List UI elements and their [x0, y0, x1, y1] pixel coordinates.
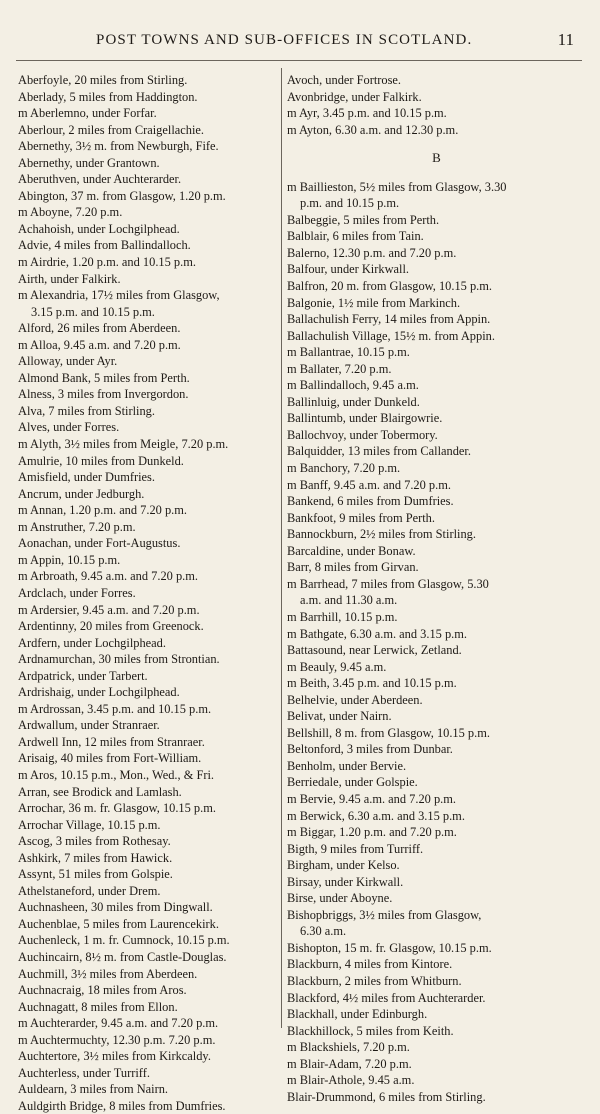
- directory-entry: Blackburn, 4 miles from Kintore.: [287, 957, 453, 972]
- directory-entry: Achahoish, under Lochgilphead.: [18, 221, 180, 236]
- directory-entry: Ardentinny, 20 miles from Greenock.: [18, 619, 204, 634]
- directory-entry: Bishopton, 15 m. fr. Glasgow, 10.15 p.m.: [287, 940, 492, 955]
- directory-entry: Balbeggie, 5 miles from Perth.: [287, 212, 440, 227]
- directory-entry: Balgonie, 1½ mile from Markinch.: [287, 295, 461, 310]
- directory-entry: Aberuthven, under Auchterarder.: [18, 172, 182, 187]
- directory-entry: Ballachulish Village, 15½ m. from Appin.: [287, 328, 495, 343]
- directory-entry: m Arbroath, 9.45 a.m. and 7.20 p.m.: [18, 569, 198, 584]
- directory-entry: m Blair-Athole, 9.45 a.m.: [287, 1073, 415, 1088]
- directory-entry: Blackhillock, 5 miles from Keith.: [287, 1023, 454, 1038]
- directory-entry: Auchnasheen, 30 miles from Dingwall.: [18, 900, 213, 915]
- directory-entry: Auchenblae, 5 miles from Laurencekirk.: [18, 916, 219, 931]
- directory-entry: m Blackshiels, 7.20 p.m.: [287, 1040, 410, 1055]
- directory-entry: Ballinluig, under Dunkeld.: [287, 394, 420, 409]
- directory-entry: Battasound, near Lerwick, Zetland.: [287, 643, 462, 658]
- directory-entry: Birsay, under Kirkwall.: [287, 874, 404, 889]
- directory-entry: m Aros, 10.15 p.m., Mon., Wed., & Fri.: [18, 767, 214, 782]
- directory-entry: m Bervie, 9.45 a.m. and 7.20 p.m.: [287, 791, 456, 806]
- directory-entry: m Banchory, 7.20 p.m.: [287, 461, 401, 476]
- directory-entry: Ballochvoy, under Tobermory.: [287, 427, 438, 442]
- directory-entry: Airth, under Falkirk.: [18, 271, 121, 286]
- directory-entry: m Alyth, 3½ miles from Meigle, 7.20 p.m.: [18, 437, 229, 452]
- directory-entry: m Appin, 10.15 p.m.: [18, 552, 121, 567]
- directory-entry: m Biggar, 1.20 p.m. and 7.20 p.m.: [287, 825, 457, 840]
- directory-entry: m Ayton, 6.30 a.m. and 12.30 p.m.: [287, 122, 459, 137]
- directory-entry: Ardnamurchan, 30 miles from Strontian.: [18, 652, 220, 667]
- directory-entry: Blair-Drummond, 6 miles from Stirling.: [287, 1089, 486, 1104]
- directory-entry: 6.30 a.m.: [300, 924, 347, 939]
- directory-entry: Ardclach, under Forres.: [18, 585, 136, 600]
- directory-entry: Almond Bank, 5 miles from Perth.: [18, 370, 190, 385]
- directory-entry: m Alloa, 9.45 a.m. and 7.20 p.m.: [18, 337, 181, 352]
- directory-entry: Auchnacraig, 18 miles from Aros.: [18, 983, 187, 998]
- directory-entry: Amisfield, under Dumfries.: [18, 470, 155, 485]
- running-title: POST TOWNS AND SUB-OFFICES IN SCOTLAND.: [96, 32, 473, 48]
- directory-entry: Ardpatrick, under Tarbert.: [18, 668, 148, 683]
- directory-entry: m Airdrie, 1.20 p.m. and 10.15 p.m.: [18, 255, 196, 270]
- directory-entry: Ardwallum, under Stranraer.: [18, 718, 160, 733]
- directory-entry: m Ballindalloch, 9.45 a.m.: [287, 378, 419, 393]
- directory-entry: Arisaig, 40 miles from Fort-William.: [18, 751, 202, 766]
- section-letter-b: B: [432, 150, 442, 166]
- directory-entry: m Barrhead, 7 miles from Glasgow, 5.30: [287, 576, 489, 591]
- header-rule: [16, 60, 582, 61]
- directory-entry: Alves, under Forres.: [18, 420, 120, 435]
- directory-entry: Assynt, 51 miles from Golspie.: [18, 867, 173, 882]
- directory-entry: m Ayr, 3.45 p.m. and 10.15 p.m.: [287, 106, 447, 121]
- directory-entry: m Anstruther, 7.20 p.m.: [18, 519, 136, 534]
- directory-entry: m Blair-Adam, 7.20 p.m.: [287, 1056, 412, 1071]
- directory-entry: Birgham, under Kelso.: [287, 858, 400, 873]
- directory-entry: Advie, 4 miles from Ballindalloch.: [18, 238, 191, 253]
- page-header: [16, 30, 580, 54]
- directory-entry: Balerno, 12.30 p.m. and 7.20 p.m.: [287, 245, 457, 260]
- directory-entry: Barcaldine, under Bonaw.: [287, 543, 416, 558]
- directory-entry: Auchnagatt, 8 miles from Ellon.: [18, 999, 178, 1014]
- directory-entry: Auchterless, under Turriff.: [18, 1065, 150, 1080]
- directory-entry: Ascog, 3 miles from Rothesay.: [18, 834, 171, 849]
- directory-entry: Ardfern, under Lochgilphead.: [18, 635, 166, 650]
- directory-entry: Bishopbriggs, 3½ miles from Glasgow,: [287, 907, 482, 922]
- directory-entry: Ardwell Inn, 12 miles from Stranraer.: [18, 734, 205, 749]
- column-divider: [281, 68, 282, 1028]
- directory-entry: Belhelvie, under Aberdeen.: [287, 692, 423, 707]
- directory-entry: Arrochar Village, 10.15 p.m.: [18, 817, 161, 832]
- page-number: 11: [557, 30, 574, 49]
- directory-entry: Ancrum, under Jedburgh.: [18, 486, 145, 501]
- directory-entry: Berriedale, under Golspie.: [287, 775, 418, 790]
- directory-entry: m Aboyne, 7.20 p.m.: [18, 205, 123, 220]
- directory-entry: Avonbridge, under Falkirk.: [287, 89, 422, 104]
- directory-entry: Aberlour, 2 miles from Craigellachie.: [18, 122, 204, 137]
- directory-entry: Avoch, under Fortrose.: [287, 73, 402, 87]
- directory-entry: Balfron, 20 m. from Glasgow, 10.15 p.m.: [287, 279, 492, 294]
- directory-entry: Barr, 8 miles from Girvan.: [287, 560, 419, 575]
- directory-entry: m Auchtermuchty, 12.30 p.m. 7.20 p.m.: [18, 1032, 216, 1047]
- directory-entry: m Auchterarder, 9.45 a.m. and 7.20 p.m.: [18, 1016, 219, 1031]
- directory-entry: Auchenleck, 1 m. fr. Cumnock, 10.15 p.m.: [18, 933, 230, 948]
- right-column-a-entries: [287, 72, 587, 138]
- directory-entry: Auchtertore, 3½ miles from Kirkcaldy.: [18, 1049, 211, 1064]
- right-column: [287, 72, 587, 1105]
- directory-entry: m Bathgate, 6.30 a.m. and 3.15 p.m.: [287, 626, 467, 641]
- directory-entry: Ashkirk, 7 miles from Hawick.: [18, 850, 173, 865]
- directory-entry: Beltonford, 3 miles from Dunbar.: [287, 742, 453, 757]
- directory-entry: Auldearn, 3 miles from Nairn.: [18, 1082, 169, 1097]
- directory-entry: Balblair, 6 miles from Tain.: [287, 229, 424, 244]
- directory-entry: m Baillieston, 5½ miles from Glasgow, 3.30: [287, 179, 507, 194]
- directory-entry: Ballintumb, under Blairgowrie.: [287, 411, 443, 426]
- directory-entry: Ballachulish Ferry, 14 miles from Appin.: [287, 312, 491, 327]
- directory-entry: Bigth, 9 miles from Turriff.: [287, 841, 424, 856]
- directory-entry: Arrochar, 36 m. fr. Glasgow, 10.15 p.m.: [18, 801, 216, 816]
- directory-entry: Birse, under Aboyne.: [287, 891, 393, 906]
- directory-entry: Amulrie, 10 miles from Dunkeld.: [18, 453, 184, 468]
- directory-entry: Blackburn, 2 miles from Whitburn.: [287, 973, 462, 988]
- directory-entry: Bankend, 6 miles from Dumfries.: [287, 494, 454, 509]
- directory-entry: Auchincairn, 8½ m. from Castle-Douglas.: [18, 949, 227, 964]
- directory-entry: Aberfoyle, 20 miles from Stirling.: [18, 73, 188, 87]
- directory-entry: Bankfoot, 9 miles from Perth.: [287, 510, 435, 525]
- directory-entry: Auldgirth Bridge, 8 miles from Dumfries.: [18, 1098, 226, 1113]
- directory-entry: Alva, 7 miles from Stirling.: [18, 403, 155, 418]
- directory-entry: Abington, 37 m. from Glasgow, 1.20 p.m.: [18, 188, 226, 203]
- directory-entry: Balfour, under Kirkwall.: [287, 262, 410, 277]
- directory-entry: Athelstaneford, under Drem.: [18, 883, 161, 898]
- directory-entry: Belivat, under Nairn.: [287, 709, 392, 724]
- directory-entry: m Ardersier, 9.45 a.m. and 7.20 p.m.: [18, 602, 200, 617]
- directory-entry: Alford, 26 miles from Aberdeen.: [18, 321, 181, 336]
- directory-entry: m Barrhill, 10.15 p.m.: [287, 609, 398, 624]
- directory-entry: Abernethy, 3½ m. from Newburgh, Fife.: [18, 139, 219, 154]
- right-column-b-entries: [287, 179, 587, 1106]
- directory-entry: Arran, see Brodick and Lamlash.: [18, 784, 182, 799]
- directory-entry: Blackford, 4½ miles from Auchterarder.: [287, 990, 486, 1005]
- directory-entry: Blackhall, under Edinburgh.: [287, 1007, 428, 1022]
- directory-entry: m Annan, 1.20 p.m. and 7.20 p.m.: [18, 503, 187, 518]
- directory-entry: 3.15 p.m. and 10.15 p.m.: [31, 304, 155, 319]
- directory-entry: m Ballater, 7.20 p.m.: [287, 361, 392, 376]
- directory-entry: m Aberlemno, under Forfar.: [18, 106, 157, 121]
- directory-entry: m Ardrossan, 3.45 p.m. and 10.15 p.m.: [18, 701, 212, 716]
- directory-entry: Bannockburn, 2½ miles from Stirling.: [287, 527, 476, 542]
- directory-entry: Auchmill, 3½ miles from Aberdeen.: [18, 966, 198, 981]
- directory-entry: Abernethy, under Grantown.: [18, 155, 160, 170]
- directory-entry: Aberlady, 5 miles from Haddington.: [18, 89, 198, 104]
- directory-entry: p.m. and 10.15 p.m.: [300, 196, 400, 211]
- directory-entry: a.m. and 11.30 a.m.: [300, 593, 398, 608]
- directory-entry: m Beith, 3.45 p.m. and 10.15 p.m.: [287, 676, 457, 691]
- directory-entry: Alloway, under Ayr.: [18, 354, 118, 369]
- directory-entry: m Berwick, 6.30 a.m. and 3.15 p.m.: [287, 808, 465, 823]
- directory-entry: Ardrishaig, under Lochgilphead.: [18, 685, 180, 700]
- directory-entry: Aonachan, under Fort-Augustus.: [18, 536, 181, 551]
- directory-entry: Alness, 3 miles from Invergordon.: [18, 387, 189, 402]
- directory-entry: m Beauly, 9.45 a.m.: [287, 659, 387, 674]
- directory-entry: m Ballantrae, 10.15 p.m.: [287, 345, 410, 360]
- left-column: [18, 72, 276, 1114]
- directory-entry: Balquidder, 13 miles from Callander.: [287, 444, 471, 459]
- directory-entry: Bellshill, 8 m. from Glasgow, 10.15 p.m.: [287, 725, 490, 740]
- directory-entry: m Banff, 9.45 a.m. and 7.20 p.m.: [287, 477, 451, 492]
- directory-entry: Benholm, under Bervie.: [287, 758, 407, 773]
- directory-entry: m Alexandria, 17½ miles from Glasgow,: [18, 288, 220, 303]
